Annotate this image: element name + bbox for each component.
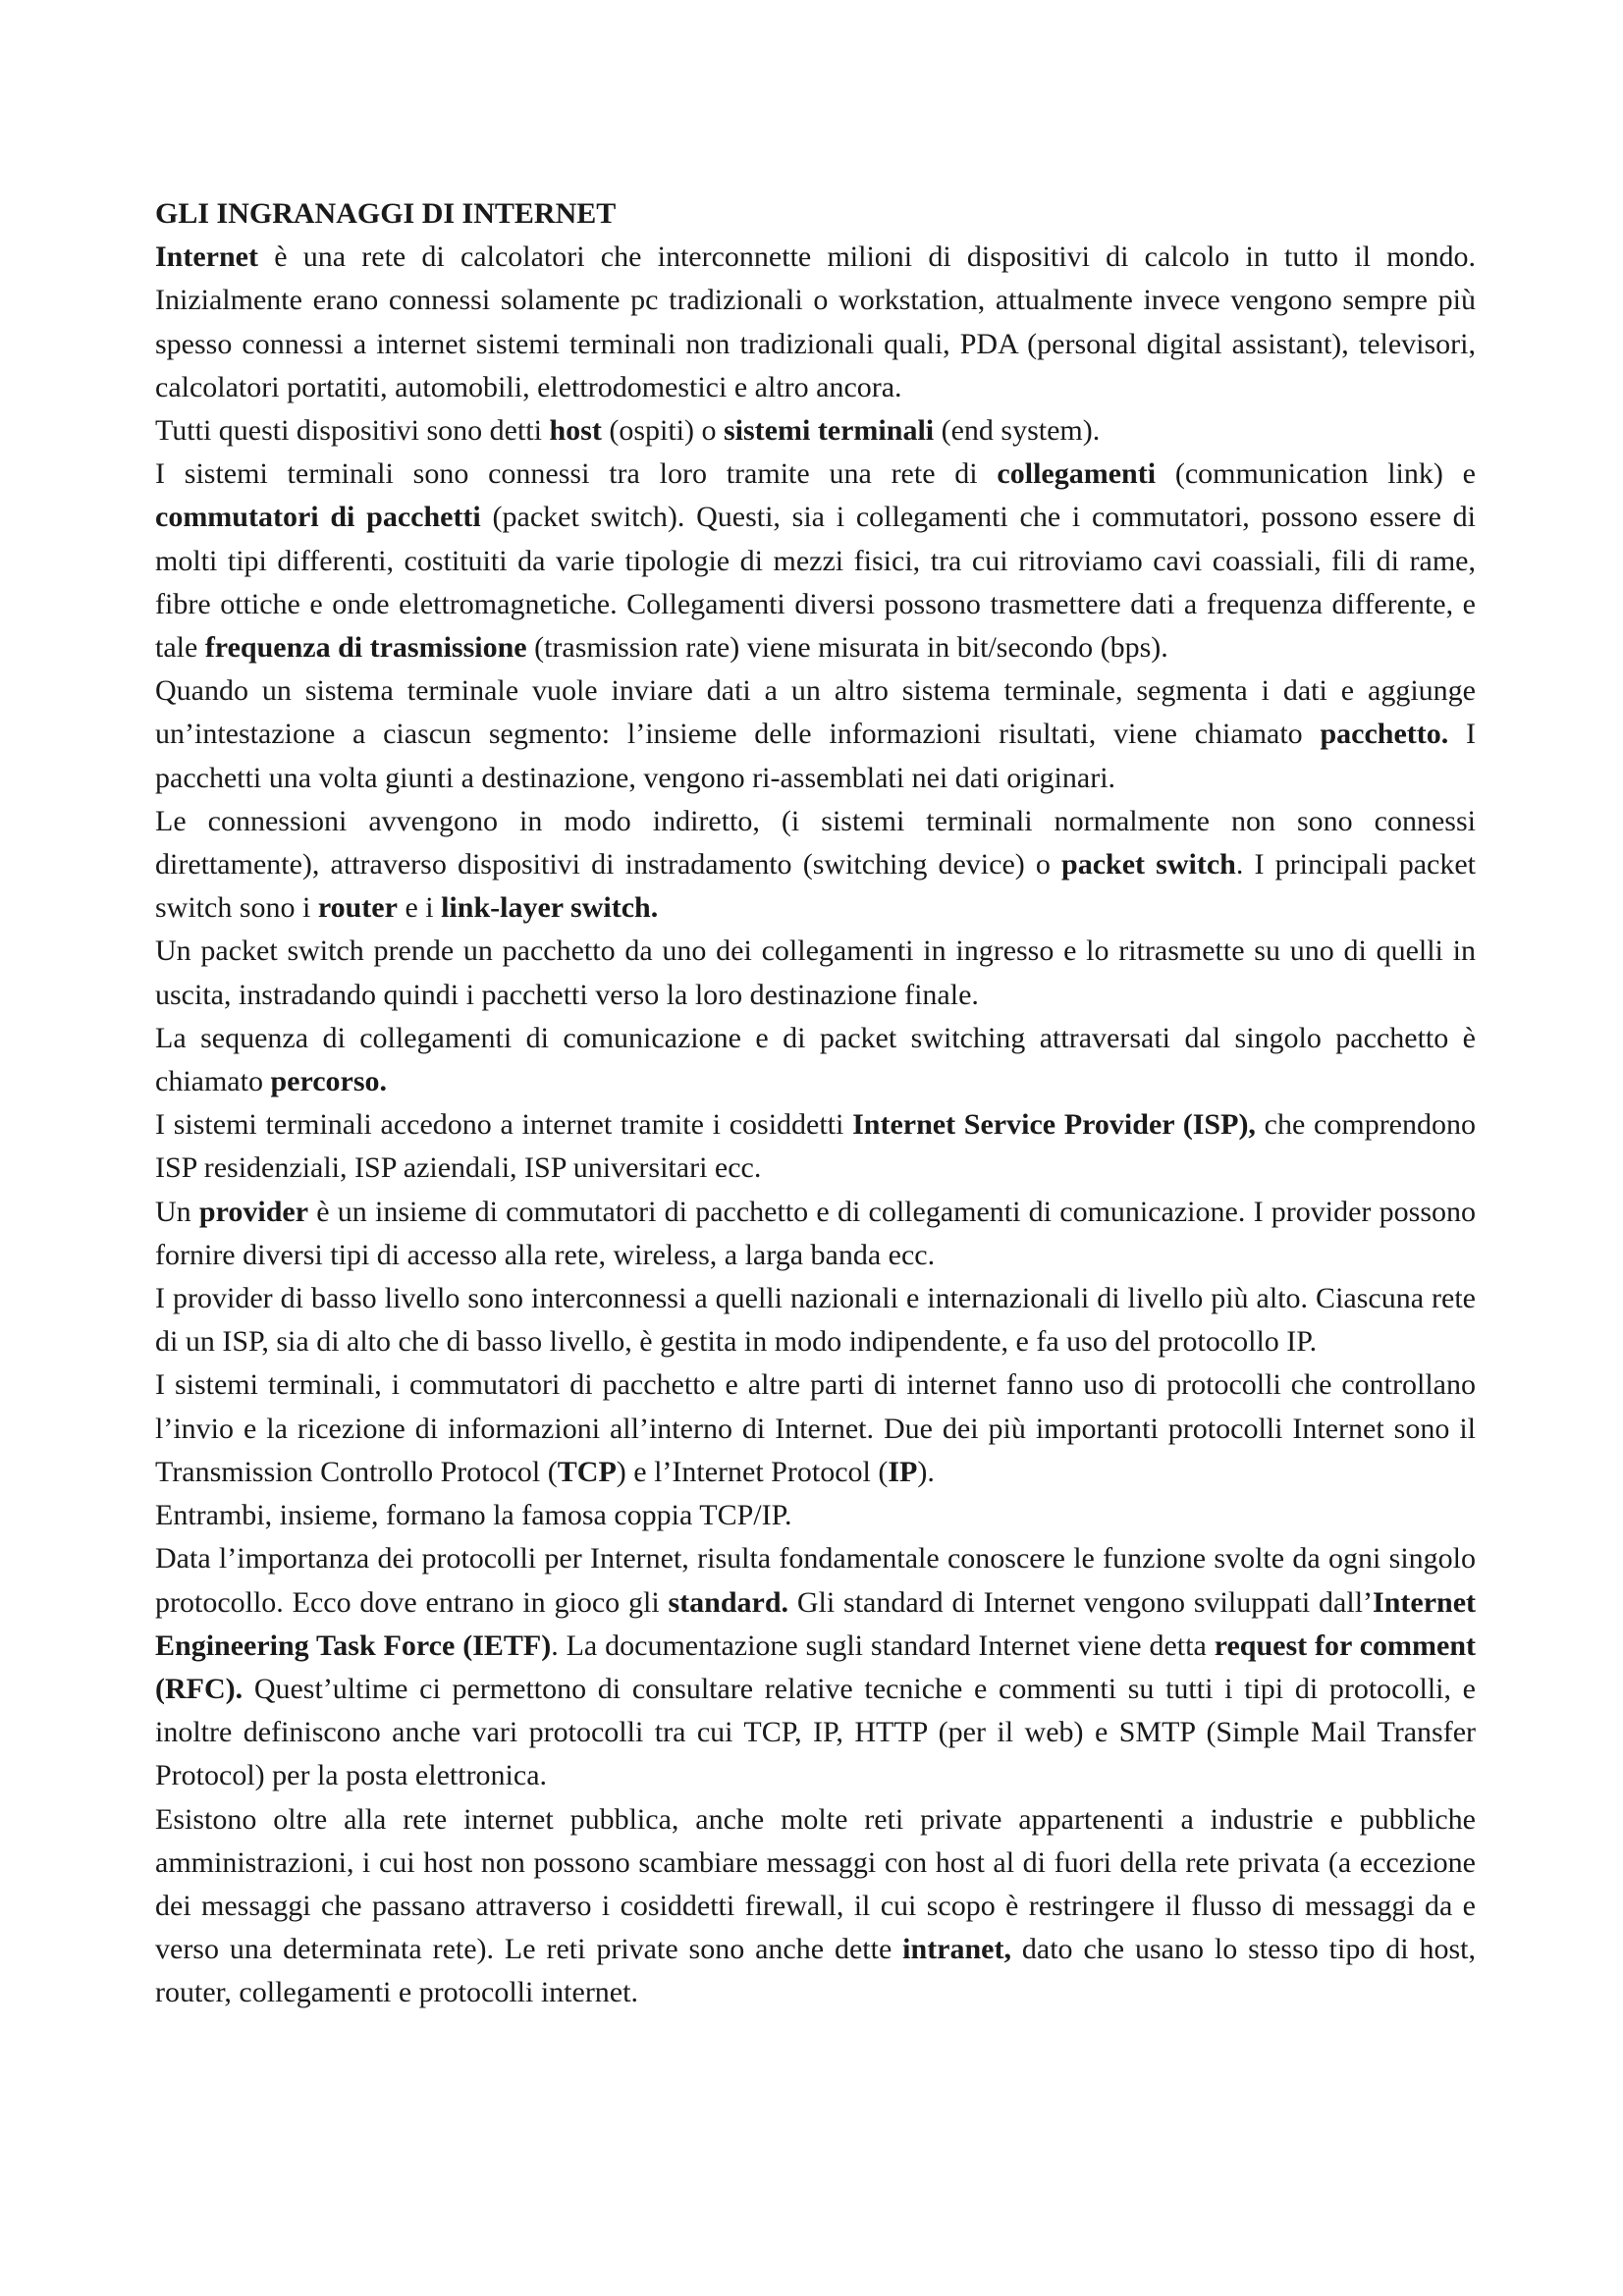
bold-term: collegamenti — [997, 457, 1157, 491]
text-run: Quest’ultime ci permettono di consultare relative tecniche e commenti su tutti i tipi di protocolli, e inoltre definiscono anche vari protocolli tra cui TCP, IP, HTTP (per il web) e SMTP (Simple Mail Transfer Protocol) per la posta elettronica. — [155, 1672, 1476, 1792]
paragraph — [155, 1798, 1476, 2015]
bold-term: Internet Engineering Task Force (IETF) — [155, 1585, 1477, 1662]
text-run: . I principali packet switch sono i — [155, 848, 1476, 925]
text-run: Un — [155, 1195, 199, 1228]
text-run: . La documentazione sugli standard Internet viene detta — [551, 1629, 1215, 1662]
text-run: Quando un sistema terminale vuole inviare dati a un altro sistema terminale, segmenta i dati e aggiunge un’intestazione a ciascun segmento: l’insieme delle informazioni risultati, viene chiamato — [155, 674, 1476, 751]
text-run: I sistemi terminali sono connessi tra loro tramite una rete di — [155, 457, 998, 491]
text-run: ). — [917, 1455, 935, 1488]
bold-term: pacchetto. — [1320, 718, 1449, 751]
bold-term: standard. — [668, 1585, 789, 1619]
bold-term: router — [317, 891, 398, 925]
bold-term: IP — [888, 1455, 918, 1488]
bold-term: commutatori di pacchetti — [155, 501, 481, 534]
text-run: è una rete di calcolatori che interconnette milioni di dispositivi di calcolo in tutto il mondo. Inizialmente erano connessi solamente pc tradizionali o workstation, attualmente invece vengono sempre più spesso connessi a internet sistemi terminali non tradizionali quali, PDA (personal digital assistant), televisori, calcolatori portatiti, automobili, elettrodomestici e altro ancora. — [155, 240, 1476, 403]
text-run: (communication link) e — [1156, 457, 1476, 491]
bold-term: TCP — [557, 1455, 617, 1488]
bold-term: percorso. — [270, 1065, 388, 1098]
text-run: I sistemi terminali, i commutatori di pacchetto e altre parti di internet fanno uso di protocolli che controllano l’invio e la ricezione di informazioni all’interno di Internet. Due dei più importanti protocolli Internet sono il Transmission Controllo Protocol ( — [155, 1368, 1476, 1488]
bold-term: sistemi terminali — [724, 414, 935, 448]
text-run: Gli standard di Internet vengono sviluppati dall’ — [788, 1585, 1374, 1619]
paragraph — [155, 236, 1476, 409]
bold-term: Internet Service Provider (ISP), — [852, 1108, 1256, 1142]
paragraph — [155, 1191, 1476, 1277]
paragraph — [155, 1494, 1476, 1537]
bold-term: host — [549, 414, 602, 448]
paragraph — [155, 1537, 1476, 1797]
paragraph — [155, 800, 1476, 931]
text-run: I pacchetti una volta giunti a destinazione, vengono ri-assemblati nei dati originari. — [155, 718, 1476, 794]
paragraph — [155, 453, 1476, 669]
text-run: (packet switch). Questi, sia i collegamenti che i commutatori, possono essere di molti tipi differenti, costituiti da varie tipologie di mezzi fisici, tra cui ritroviamo cavi coassiali, fili di rame, fibre ottiche e onde elettromagnetiche. Collegamenti diversi possono trasmettere dati a frequenza differente, e tale — [155, 501, 1476, 665]
text-run: (trasmission rate) viene misurata in bit/secondo (bps). — [526, 631, 1168, 665]
bold-term: provider — [198, 1195, 309, 1228]
paragraph — [155, 1363, 1476, 1494]
paragraph — [155, 1103, 1476, 1190]
text-run: Data l’importanza dei protocolli per Internet, risulta fondamentale conoscere le funzione svolte da ogni singolo protocollo. Ecco dove entrano in gioco gli — [155, 1542, 1476, 1619]
bold-term: intranet, — [902, 1933, 1011, 1966]
text-run: (ospiti) o — [601, 414, 724, 448]
text-run: dato che usano lo stesso tipo di host, router, collegamenti e protocolli internet. — [155, 1933, 1476, 2009]
text-run: Esistono oltre alla rete internet pubblica, anche molte reti private appartenenti a industrie e pubbliche amministrazioni, i cui host non possono scambiare messaggi con host al di fuori della rete privata (a eccezione dei messaggi che passano attraverso i cosiddetti firewall, il cui scopo è restringere il flusso di messaggi da e verso una determinata rete). Le reti private sono anche dette — [155, 1802, 1476, 1966]
text-run: La sequenza di collegamenti di comunicazione e di packet switching attraversati dal singolo pacchetto è chiamato — [155, 1021, 1476, 1098]
text-run: Le connessioni avvengono in modo indiretto, (i sistemi terminali normalmente non sono connessi direttamente), attraverso dispositivi di instradamento (switching device) o — [155, 804, 1476, 881]
bold-term: packet switch — [1061, 848, 1236, 881]
document-page — [155, 192, 1476, 2015]
text-run: ) e l’Internet Protocol ( — [616, 1455, 889, 1488]
text-run: che comprendono ISP residenziali, ISP aziendali, ISP universitari ecc. — [155, 1108, 1477, 1185]
bold-term: request for comment (RFC). — [155, 1629, 1477, 1705]
document-title: GLI INGRANAGGI DI INTERNET — [155, 197, 617, 230]
bold-term: Internet — [155, 240, 258, 274]
text-run: I sistemi terminali accedono a internet tramite i cosiddetti — [155, 1108, 853, 1142]
paragraph — [155, 930, 1476, 1016]
bold-term: link-layer switch. — [441, 891, 659, 925]
text-run: I provider di basso livello sono interconnessi a quelli nazionali e internazionali di livello più alto. Ciascuna rete di un ISP, sia di alto che di basso livello, è gestita in modo indipendente, e fa uso del protocollo IP. — [155, 1282, 1476, 1359]
paragraph — [155, 409, 1476, 453]
paragraph — [155, 669, 1476, 800]
text-run: Un packet switch prende un pacchetto da uno dei collegamenti in ingresso e lo ritrasmette su uno di quelli in uscita, instradando quindi i pacchetti verso la loro destinazione finale. — [155, 934, 1476, 1011]
text-run: (end system). — [934, 414, 1101, 448]
paragraph — [155, 1277, 1476, 1363]
text-run: e i — [397, 891, 442, 925]
text-run: Tutti questi dispositivi sono detti — [155, 414, 550, 448]
text-run: Entrambi, insieme, formano la famosa coppia TCP/IP. — [155, 1499, 792, 1532]
document-body — [155, 236, 1476, 2014]
text-run: è un insieme di commutatori di pacchetto e di collegamenti di comunicazione. I provider possono fornire diversi tipi di accesso alla rete, wireless, a larga banda ecc. — [155, 1195, 1476, 1271]
bold-term: frequenza di trasmissione — [204, 631, 527, 665]
paragraph — [155, 1017, 1476, 1103]
